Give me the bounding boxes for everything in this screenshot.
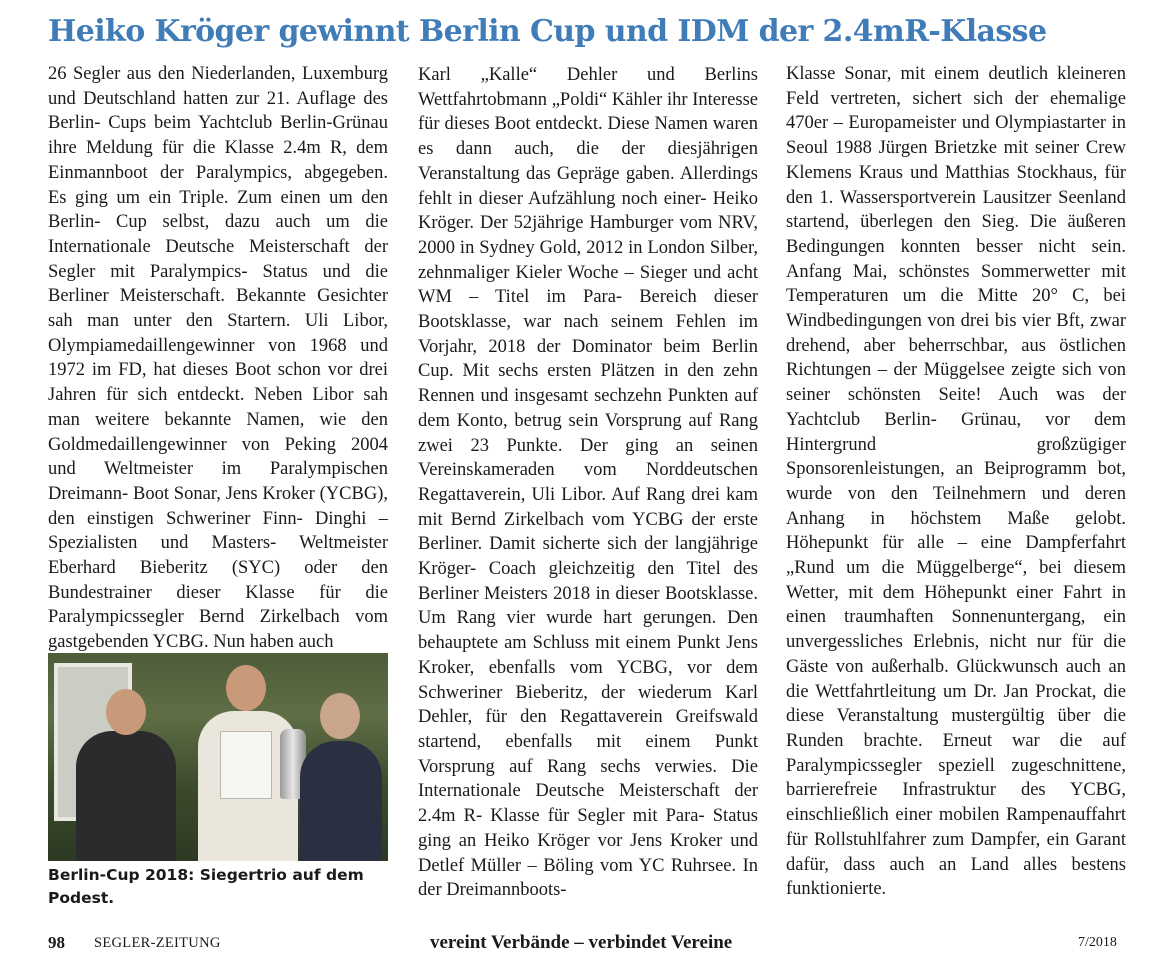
publication-name: SEGLER-ZEITUNG <box>94 935 221 951</box>
page-number: 98 <box>48 933 65 952</box>
footer-slogan: vereint Verbände – verbindet Vereine <box>430 932 733 953</box>
article-column-3 <box>786 62 1126 902</box>
photo-person-right-head <box>320 693 360 739</box>
article-photo <box>48 653 388 861</box>
photo-person-right <box>300 741 382 861</box>
issue-number: 7/2018 <box>1078 935 1117 950</box>
article-column-1 <box>48 62 388 655</box>
column-1-text: 26 Segler aus den Niederlanden, Luxemburg und Deutschland hatten zur 21. Auflage des Berlin- Cups beim Yachtclub Berlin-Grünau ihre Meldung für die Klasse 2.4m R, dem Einmannboot der Paralympics, abgegeben. Es ging um ein Triple. Zum einen um den Berlin- Cup selbst, dazu auch um die Internationale Deutsche Meisterschaft der Segler mit Paralympics- Status und die Berliner Meisterschaft. Bekannte Gesichter sah man unter den Startern. Uli Libor, Olympiamedaillengewinner von 1968 und 1972 im FD, hat dieses Boot schon vor drei Jahren für sich entdeckt. Neben Libor sah man weitere bekannte Namen, wie den Goldmedaillengewinner von Peking 2004 und Weltmeister im Paralympischen Dreimann- Boot Sonar, Jens Kroker (YCBG), den einstigen Schweriner Finn- Dinghi – Spezialisten und Masters- Weltmeister Eberhard Bieberitz (SYC) oder den Bundestrainer dieser Klasse für die Paralympicssegler Bernd Zirkelbach vom gastgebenden YCBG. Nun haben auch <box>48 64 388 653</box>
photo-caption: Berlin-Cup 2018: Siegertrio auf dem Podest. <box>48 866 364 907</box>
article-headline: Heiko Kröger gewinnt Berlin Cup und IDM der 2.4mR-Klasse <box>48 14 1047 49</box>
photo-certificate <box>220 731 272 799</box>
photo-person-left <box>76 731 176 861</box>
column-2-text: Karl „Kalle“ Dehler und Berlins Wettfahrtobmann „Poldi“ Kähler ihr Interesse für dieses Boot entdeckt. Diese Namen waren es dann auch, die der diesjährigen Veranstaltung das Gepräge gaben. Allerdings fehlt in dieser Aufzählung noch einer- Heiko Kröger. Der 52jährige Hamburger vom NRV, 2000 in Sydney Gold, 2012 in London Silber, zehnmaliger Kieler Woche – Sieger und acht WM – Titel im Para- Bereich dieser Bootsklasse, war nach seinem Fehlen im Vorjahr, 2018 der Dominator beim Berlin Cup. Mit sechs ersten Plätzen in den zehn Rennen und insgesamt sechzehn Punkten auf dem Konto, betrug sein Vorsprung auf Rang zwei 23 Punkte. Der ging an seinen Vereinskameraden vom Norddeutschen Regattaverein, Uli Libor. Auf Rang drei kam mit Bernd Zirkelbach vom YCBG der erste Berliner. Damit sicherte sich der langjährige Kröger- Coach gleichzeitig den Titel des Berliner Meisters 2018 in dieser Bootsklasse. Um Rang vier wurde hart gerungen. Den behauptete am Schluss mit einem Punkt Jens Kroker, ebenfalls vom YCBG, vor dem Schweriner Bieberitz, der wiederum Karl Dehler, für den Regattaverein Greifswald startend, ebenfalls mit einem Punkt Vorsprung auf Rang sechs verwies. Die Internationale Deutsche Meisterschaft der 2.4m R- Klasse für Segler mit Para- Status ging an Heiko Kröger vor Jens Kroker und Detlef Müller – Böling vom YC Ruhrsee. In der Dreimannboots- <box>418 65 758 901</box>
photo-person-left-head <box>106 689 146 735</box>
photo-person-middle-head <box>226 665 266 711</box>
column-3-text: Klasse Sonar, mit einem deutlich kleineren Feld vertreten, sichert sich der ehemalige 470er – Europameister und Olympiastarter in Seoul 1988 Jürgen Brietzke mit seiner Crew Klemens Kraus und Matthias Stockhaus, für den 1. Wassersportverein Lausitzer Seenland startend, überlegen den Sieg. Die äußeren Bedingungen konnten besser nicht sein. Anfang Mai, schönstes Sommerwetter mit Temperaturen um die Mitte 20° C, bei Windbedingungen von drei bis vier Bft, zwar drehend, aber beherrschbar, aus östlichen Richtungen – der Müggelsee zeigte sich von seiner schönsten Seite! Auch was der Yachtclub Berlin- Grünau, vor dem Hintergrund großzügiger Sponsorenleistungen, an Beiprogramm bot, wurde von den Teilnehmern und deren Anhang in höchstem Maße gelobt. Höhepunkt für alle – eine Dampferfahrt „Rund um die Müggelberge“, bei diesem Wetter, mit dem Höhepunkt einer Fahrt in einen traumhaften Sonnenuntergang, ein unvergessliches Erlebnis, nicht nur für die Gäste von außerhalb. Glückwunsch auch an die Wettfahrtleitung um Dr. Jan Prockat, die diese Veranstaltung mustergültig über die Runden brachte. Erneut war die auf Paralympicssegler speziell zugeschnittene, barrierefreie Infrastruktur des YCBG, einschließlich einer mobilen Rampenauffahrt für Rollstuhlfahrer zum Dampfer, ein Garant dafür, dass auch an Land alles bestens funktionierte. <box>786 64 1126 900</box>
article-column-2 <box>418 63 758 903</box>
